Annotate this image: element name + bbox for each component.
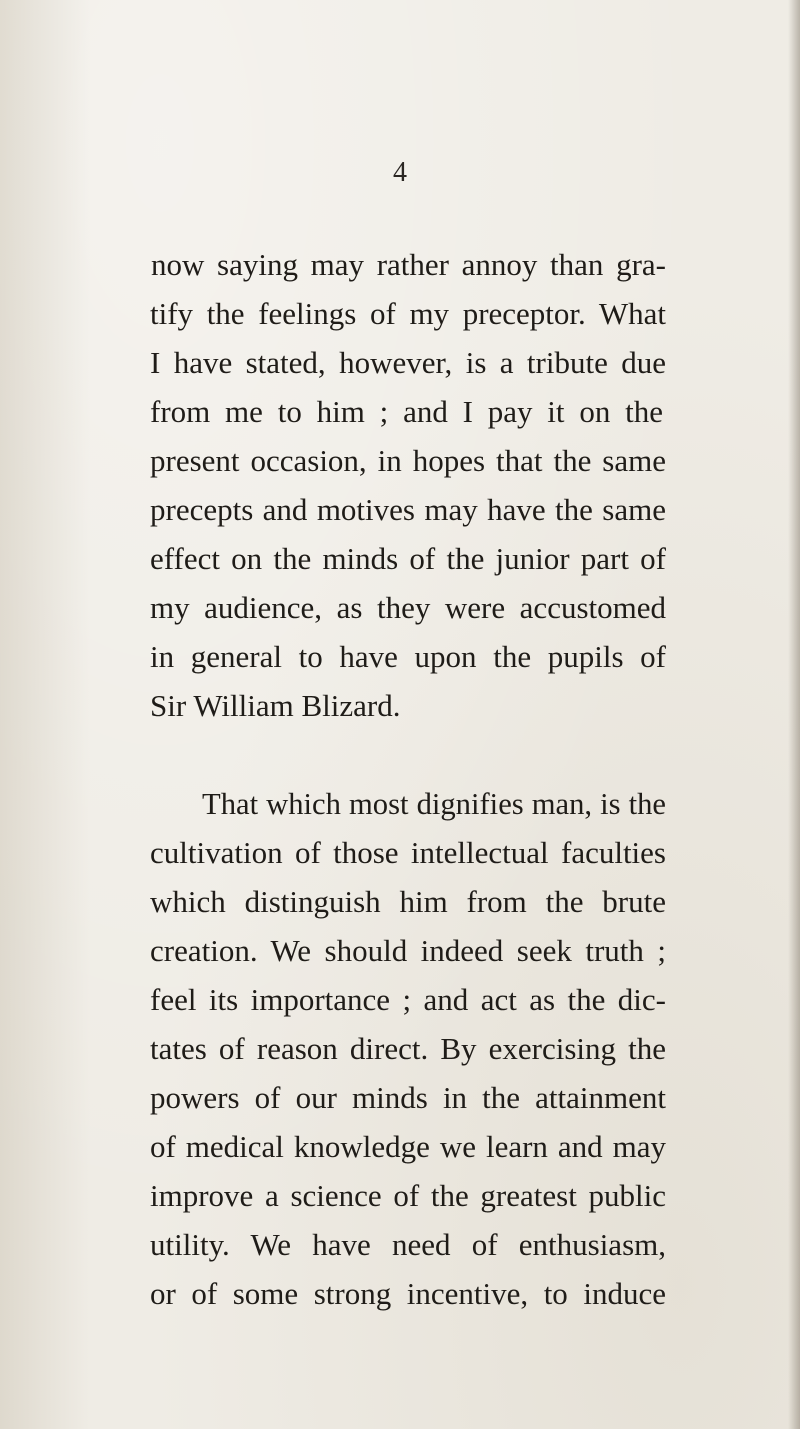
text-line: tify the feelings of my preceptor. What xyxy=(150,296,666,331)
text-line: Sir William Blizard. xyxy=(150,688,401,723)
text-line: That which most dignifies man, is the xyxy=(202,787,666,821)
text-line: or of some strong incentive, to induce xyxy=(150,1276,666,1311)
text-line: improve a science of the greatest public xyxy=(150,1178,666,1213)
text-line: which distinguish him from the brute xyxy=(150,884,666,919)
text-line: present occasion, in hopes that the same xyxy=(150,443,666,478)
text-line: creation. We should indeed seek truth ; xyxy=(150,933,666,968)
text-line: effect on the minds of the junior part of xyxy=(150,541,666,576)
text-line: powers of our minds in the attainment xyxy=(150,1080,666,1115)
text-line: my audience, as they were accustomed xyxy=(150,590,666,625)
text-line: of medical knowledge we learn and may xyxy=(150,1129,666,1164)
text-line: from me to him ; and I pay it on the xyxy=(150,394,663,429)
text-line: utility. We have need of enthusiasm, xyxy=(150,1227,666,1262)
text-line: in general to have upon the pupils of xyxy=(150,639,666,674)
page-edge xyxy=(788,0,800,1429)
page-number: 4 xyxy=(393,157,407,188)
text-line: precepts and motives may have the same xyxy=(150,492,666,527)
text-line: tates of reason direct. By exercising the xyxy=(150,1031,666,1066)
text-line: feel its importance ; and act as the dic- xyxy=(150,982,666,1017)
page-shadow xyxy=(0,0,90,1429)
text-line: now saying may rather annoy than gra- xyxy=(151,247,666,282)
text-line: cultivation of those intellectual faculties xyxy=(150,835,666,870)
text-line: I have stated, however, is a tribute due xyxy=(150,345,666,380)
